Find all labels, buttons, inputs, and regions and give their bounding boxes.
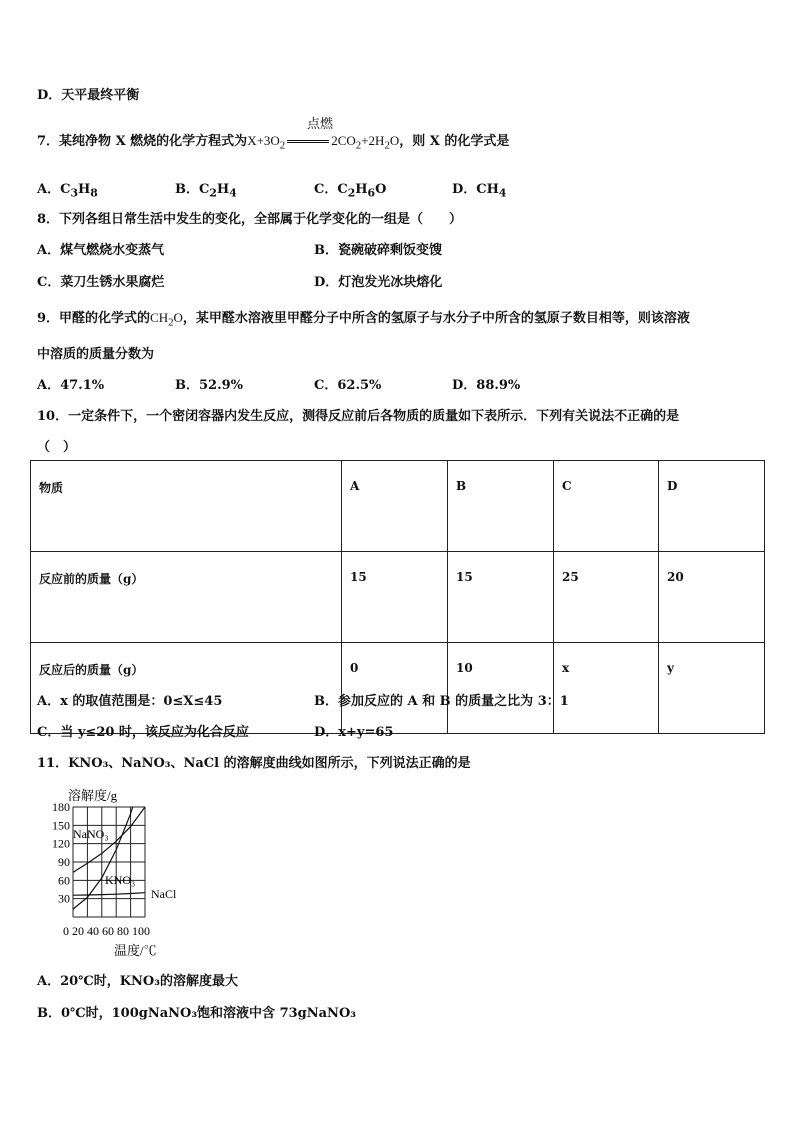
table-cell: 10 [448,643,554,734]
q8-stem: 8．下列各组日常生活中发生的变化，全部属于化学变化的一组是（ ） [37,212,463,227]
q8-option-d: D．灯泡发光冰块熔化 [314,275,443,290]
y-tick-label: 60 [58,873,70,888]
q11-option-b: B．0℃时，100gNaNO₃饱和溶液中含 73gNaNO₃ [37,1006,356,1021]
table-header-cell: B [448,461,554,552]
q11-stem: 11．KNO₃、NaNO₃、NaCl 的溶解度曲线如图所示，下列说法正确的是 [37,756,471,771]
series-label-nacl: NaCl [151,887,177,901]
q7-equation-right: $2CO_2+2H_2O$ [331,133,400,152]
q9-stem: 9．甲醛的化学式的$CH_2O$，某甲醛水溶液里甲醛分子中所含的氢原子与水分子中所含的氢原子数目相等，则该溶液 [37,310,690,329]
q9-stem-continued: 中溶质的质量分数为 [37,347,155,362]
q7-option-a: A．$C_3H_8$ [37,182,98,200]
table-cell: 20 [659,552,765,643]
q7-stem-suffix: ，则 X 的化学式是 [399,134,510,149]
table-row [31,552,765,643]
table-cell: 25 [554,552,659,643]
series-line-nacl [73,893,145,896]
q7-equals-sign [287,140,329,143]
y-tick-label: 120 [52,836,70,851]
q7-option-b: B．$C_2H_4$ [175,182,237,200]
q8-option-b: B．瓷碗破碎剩饭变馊 [314,243,442,258]
series-label-kno3: KNO₃ [105,873,136,887]
chart-y-axis-label: 溶解度/g [68,788,118,803]
q6-option-d: D．天平最终平衡 [37,88,140,103]
q7-stem [37,130,509,152]
chart-y-ticks [52,800,70,906]
table-header-cell: A [342,461,448,552]
table-row [31,643,765,734]
q9-option-b: B．52.9% [175,378,244,393]
q7-stem-prefix: 7．某纯净物 X 燃烧的化学方程式为 [37,134,248,149]
q7-equation-left: $X+3O_2$ [247,133,286,152]
q8-option-c: C．菜刀生锈水果腐烂 [37,275,165,290]
table-header-cell: C [554,461,659,552]
q10-option-c: C．当 y≤20 时，该反应为化合反应 [37,725,249,740]
q10-option-b: B．参加反应的 A 和 B 的质量之比为 3：1 [314,694,569,709]
table-cell: 15 [342,552,448,643]
q10-stem: 10．一定条件下，一个密闭容器内发生反应，测得反应前后各物质的质量如下表所示．下列有关说法不正确的是 [37,409,680,424]
table-cell: x [554,643,659,734]
table-cell: 0 [342,643,448,734]
chart-series [73,807,145,909]
y-tick-label: 90 [58,855,70,869]
q7-reaction-condition: 点燃 [307,117,334,132]
q10-option-d: D．x+y=65 [314,725,394,740]
q9-option-d: D．88.9% [452,378,521,393]
table-cell: 反应后的质量（g） [31,643,342,734]
q9-formula: $CH_2O$ [150,310,183,329]
table-cell: 反应前的质量（g） [31,552,342,643]
chart-x-axis-label: 温度/℃ [114,943,157,958]
y-tick-label: 30 [58,891,70,906]
table-cell: 15 [448,552,554,643]
solubility-chart [30,785,210,960]
table-header-row [31,461,765,552]
chart-x-tick-labels: 0 20 40 60 80 100 [63,924,150,938]
q9-option-a: A．47.1% [37,378,105,393]
series-label-nano3: NaNO₃ [73,827,109,841]
q7-option-c: C．$C_2H_6O$ [314,182,387,200]
y-tick-label: 180 [52,800,70,814]
table-header-cell: D [659,461,765,552]
q8-option-a: A．煤气燃烧水变蒸气 [37,243,165,258]
y-tick-label: 150 [52,818,70,833]
q7-option-d: D．$CH_4$ [452,182,507,200]
q11-option-a: A．20℃时，KNO₃的溶解度最大 [37,974,238,989]
table-cell: y [659,643,765,734]
q10-stem-bracket: （ ） [37,440,77,455]
table-header-cell: 物质 [31,461,342,552]
q10-option-a: A．x 的取值范围是：0≤X≤45 [37,694,223,709]
q9-option-c: C．62.5% [314,378,382,393]
